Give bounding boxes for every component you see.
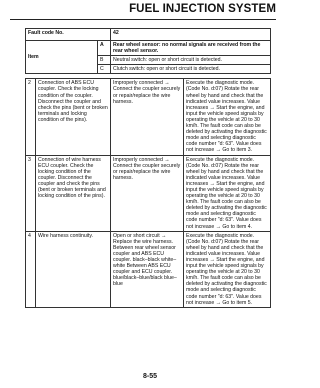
item-text-a: Rear wheel sensor: no normal signals are received from the rear wheel sensor. — [111, 41, 271, 56]
row-confirm: Execute the diagnostic mode. (Code No. d:07) Rotate the rear wheel by hand and check that the indicated value increases. Value increases → Start the engine, and input the vehicle speed signals by operating the vehicle at 20 to 30 km/h. The fault code can also be deleted by activating the diagnostic mode and selecting diagnostic code number "d: 63". Value does not increase → Go to item 3. — [184, 79, 271, 155]
row-confirm: Execute the diagnostic mode. (Code No. d:07) Rotate the rear wheel by hand and check that the indicated value increases. Value increases → Start the engine, and input the vehicle speed signals by operating the vehicle at 20 to 30 km/h. The fault code can also be deleted by activating the diagnostic mode and selecting diagnostic code number "d: 63". Value does not increase → Go to item 4. — [184, 155, 271, 231]
page-header — [0, 0, 300, 22]
page-title: FUEL INJECTION SYSTEM — [129, 3, 276, 15]
item-label: Item — [26, 41, 98, 74]
row-number: 4 — [26, 231, 36, 307]
row-action: Improperly connected → Connect the coupler securely or repair/replace the wire harness. — [111, 79, 184, 155]
row-cause: Connection of wire harness ECU coupler. Check the locking condition of the coupler. Disconnect the coupler and check the pins (bent or broken terminals and locking condition of the pins). — [36, 155, 111, 231]
row-cause: Connection of ABS ECU coupler. Check the locking condition of the coupler. Disconnect the coupler and check the pins (bent or broken terminals and locking condition of the pins). — [36, 79, 111, 155]
item-text-c: Clutch switch: open or short circuit is detected. — [111, 65, 271, 74]
row-action: Improperly connected → Connect the coupler securely or repair/replace the wire harness. — [111, 155, 184, 231]
row-action: Open or short circuit → Replace the wire harness. Between rear wheel sensor coupler and ABS ECU coupler. black–black white–white Between ABS ECU coupler and ECU coupler. blue/black–blue/black blue–blue — [111, 231, 184, 307]
fault-code-label: Fault code No. — [26, 29, 111, 41]
row-cause: Wire harness continuity. — [36, 231, 111, 307]
row-number: 3 — [26, 155, 36, 231]
table-row — [26, 155, 271, 231]
item-key-a: A — [98, 41, 111, 56]
item-text-b: Neutral switch: open or short circuit is detected. — [111, 56, 271, 65]
row-number: 2 — [26, 79, 36, 155]
item-key-b: B — [98, 56, 111, 65]
table-row — [26, 79, 271, 155]
table-row — [26, 231, 271, 307]
fault-table — [25, 28, 270, 308]
row-confirm: Execute the diagnostic mode. (Code No. d:07) Rotate the rear wheel by hand and check that the indicated value increases. Value increases → Start the engine, and input the vehicle speed signals by operating the vehicle at 20 to 30 km/h. The fault code can also be deleted by activating the diagnostic mode and selecting diagnostic code number "d: 63". Value does not increase → Go to item 5. — [184, 231, 271, 307]
fault-code-row — [26, 29, 271, 41]
fault-code-value: 42 — [111, 29, 271, 41]
item-key-c: C — [98, 65, 111, 74]
page-number: 8-55 — [142, 373, 157, 380]
header-rule — [10, 19, 276, 20]
fault-item-row-a — [26, 41, 271, 56]
